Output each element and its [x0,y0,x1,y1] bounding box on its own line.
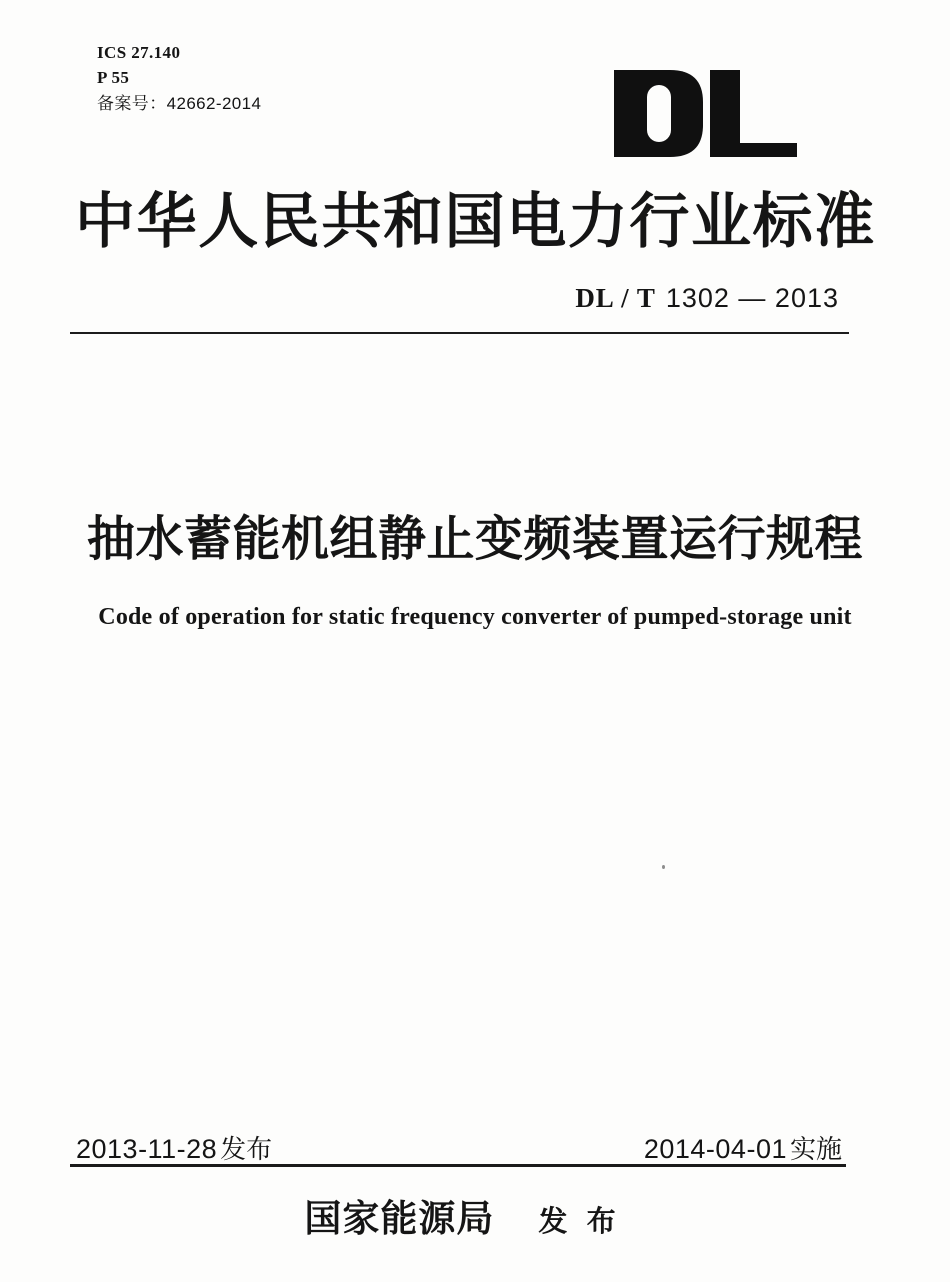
implement-date: 2014-04-01 [643,1134,787,1164]
bottom-divider-rule [70,1164,846,1167]
publish-action-label: 发 布 [538,1206,622,1238]
issue-date-line [76,1136,272,1163]
document-title-zh: 抽水蓄能机组静止变频装置运行规程 [86,513,863,566]
scan-speckle [662,865,665,869]
record-number-value: 42662-2014 [166,94,262,113]
classification-block [97,44,261,120]
publisher-line [0,1201,938,1238]
implement-date-line [644,1136,842,1163]
implement-label: 实施 [789,1135,842,1164]
dl-logo [614,70,798,159]
standard-code [575,285,839,312]
top-divider-rule [70,332,849,334]
standard-code-prefix: DL / T [575,283,656,313]
ics-code: ICS 27.140 [97,43,181,62]
record-number-line [97,95,261,112]
standard-family-title: 中华人民共和国电力行业标准 [75,189,876,255]
record-number-label: 备案号： [97,94,167,113]
publisher-name: 国家能源局 [304,1199,495,1240]
issue-label: 发布 [220,1135,273,1164]
standard-code-number: 1302 — 2013 [665,283,839,313]
document-title-en: Code of operation for static frequency converter of pumped-storage unit [98,604,852,630]
issue-date: 2013-11-28 [76,1134,218,1164]
doc-class-code: P 55 [97,68,130,87]
dl-logo-graphic [614,70,798,159]
